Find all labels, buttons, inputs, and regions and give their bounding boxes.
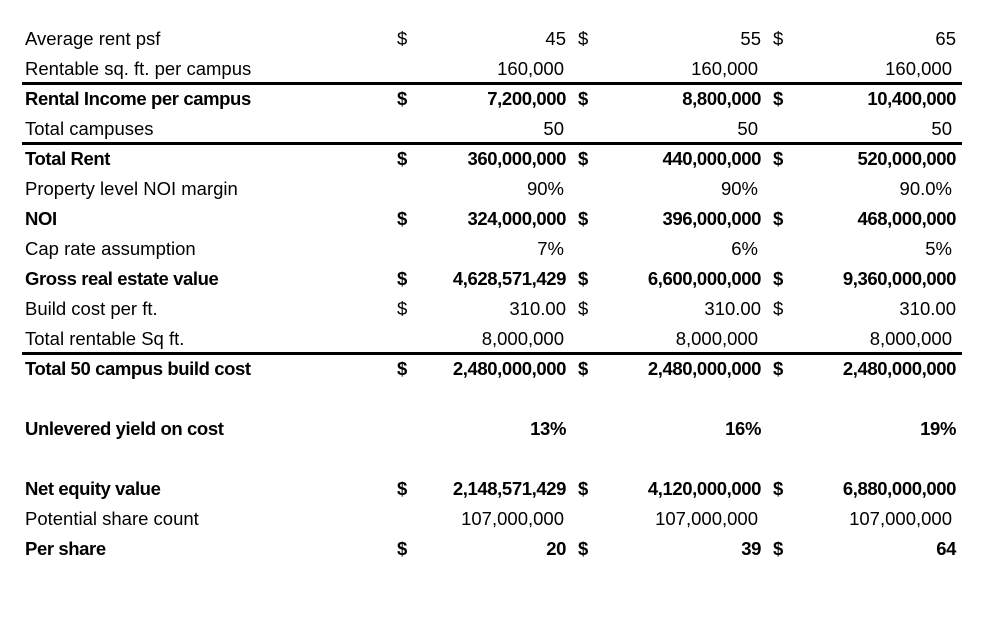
currency-symbol: $ [578,538,588,559]
table-row [24,204,962,234]
table-row [24,294,962,324]
table-row [24,24,962,54]
scenario-1-value: 45 [545,28,566,49]
table-row [24,114,962,144]
scenario-3-value: 19% [920,418,956,439]
scenario-3-value: 6,880,000,000 [842,478,956,499]
currency-symbol: $ [578,298,589,319]
scenario-2-value: 2,480,000,000 [647,358,761,379]
currency-symbol: $ [397,358,407,379]
row-label: NOI [25,208,57,229]
scenario-1-value: 107,000,000 [461,508,564,529]
scenario-2-value: 6% [731,238,758,259]
currency-symbol: $ [397,538,407,559]
scenario-2-value: 6,600,000,000 [647,268,761,289]
table-row [24,84,962,114]
row-label: Gross real estate value [25,268,219,289]
scenario-3-value: 8,000,000 [869,328,952,349]
scenario-1-value: 50 [543,118,564,139]
row-label: Total 50 campus build cost [25,358,251,379]
table-row [24,174,962,204]
row-label: Build cost per ft. [25,298,158,319]
scenario-2-value: 39 [741,538,761,559]
scenario-1-value: 7,200,000 [487,88,566,109]
scenario-1-value: 13% [530,418,566,439]
row-label: Net equity value [25,478,161,499]
scenario-1-value: 2,480,000,000 [452,358,566,379]
currency-symbol: $ [773,298,784,319]
scenario-1-value: 8,000,000 [481,328,564,349]
scenario-3-value: 9,360,000,000 [842,268,956,289]
scenario-2-value: 107,000,000 [655,508,758,529]
scenario-2-value: 16% [725,418,761,439]
blank-row [24,384,962,414]
row-label: Total campuses [25,118,154,139]
scenario-1-value: 20 [546,538,566,559]
row-label: Potential share count [25,508,199,529]
currency-symbol: $ [773,88,783,109]
scenario-3-value: 2,480,000,000 [842,358,956,379]
currency-symbol: $ [578,88,588,109]
currency-symbol: $ [773,268,783,289]
scenario-2-value: 8,800,000 [682,88,761,109]
scenario-2-value: 160,000 [691,58,758,79]
scenario-2-value: 396,000,000 [662,208,761,229]
currency-symbol: $ [397,148,407,169]
row-label: Total rentable Sq ft. [25,328,185,349]
row-label: Rentable sq. ft. per campus [25,58,252,79]
scenario-3-value: 160,000 [885,58,952,79]
table-row [24,504,962,534]
scenario-3-value: 520,000,000 [857,148,956,169]
table-row [24,54,962,84]
table-row [24,474,962,504]
scenario-3-value: 90.0% [899,178,952,199]
scenario-2-value: 50 [737,118,758,139]
table-row [24,414,962,444]
table-row [24,144,962,174]
scenario-3-value: 10,400,000 [867,88,956,109]
scenario-2-value: 440,000,000 [662,148,761,169]
financial-model-table [24,24,962,564]
scenario-3-value: 310.00 [899,298,956,319]
blank-row [24,444,962,474]
currency-symbol: $ [578,208,588,229]
table-row [24,324,962,354]
row-label: Total Rent [25,148,111,169]
currency-symbol: $ [578,268,588,289]
scenario-3-value: 50 [931,118,952,139]
currency-symbol: $ [578,28,589,49]
scenario-1-value: 310.00 [509,298,566,319]
scenario-1-value: 2,148,571,429 [452,478,566,499]
table-row [24,354,962,384]
table-row [24,534,962,564]
row-label: Cap rate assumption [25,238,196,259]
currency-symbol: $ [397,28,408,49]
scenario-3-value: 107,000,000 [849,508,952,529]
scenario-2-value: 55 [740,28,761,49]
currency-symbol: $ [578,358,588,379]
scenario-1-value: 324,000,000 [467,208,566,229]
currency-symbol: $ [773,478,783,499]
row-label: Per share [25,538,106,559]
scenario-3-value: 64 [936,538,956,559]
scenario-1-value: 360,000,000 [467,148,566,169]
currency-symbol: $ [773,148,783,169]
row-label: Rental Income per campus [25,88,251,109]
scenario-2-value: 90% [720,178,758,199]
scenario-3-value: 468,000,000 [857,208,956,229]
currency-symbol: $ [773,358,783,379]
currency-symbol: $ [397,478,407,499]
currency-symbol: $ [773,208,783,229]
currency-symbol: $ [397,268,407,289]
scenario-1-value: 160,000 [497,58,564,79]
scenario-2-value: 4,120,000,000 [647,478,761,499]
row-label: Unlevered yield on cost [25,418,224,439]
table-row [24,234,962,264]
scenario-2-value: 310.00 [704,298,761,319]
currency-symbol: $ [397,88,407,109]
row-label: Property level NOI margin [25,178,238,199]
table-row [24,264,962,294]
currency-symbol: $ [773,538,783,559]
currency-symbol: $ [578,148,588,169]
currency-symbol: $ [773,28,784,49]
scenario-3-value: 65 [935,28,956,49]
scenario-1-value: 7% [537,238,564,259]
currency-symbol: $ [578,478,588,499]
scenario-2-value: 8,000,000 [675,328,758,349]
scenario-1-value: 90% [526,178,564,199]
row-label: Average rent psf [25,28,161,49]
currency-symbol: $ [397,298,408,319]
scenario-3-value: 5% [925,238,952,259]
currency-symbol: $ [397,208,407,229]
scenario-1-value: 4,628,571,429 [452,268,566,289]
